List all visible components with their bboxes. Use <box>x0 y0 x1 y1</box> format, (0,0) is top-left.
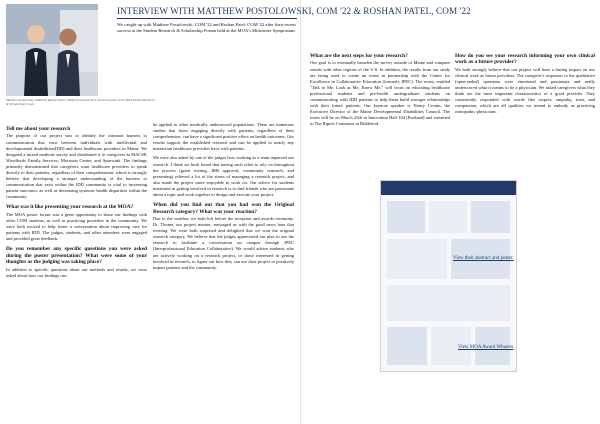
question-heading: Tell me about your research <box>6 126 71 132</box>
answer-paragraph: The purpose of our project was to identify the common barriers to communication that exist between individuals with intellectual and developmental disabilities(IDD) and their healthcare providers in Maine. We designed a mixed methods survey and distributed it to caregivers at MACSP, Woodfords Family Services, Morrison Center, and Spurwink. The findings primarily demonstrated that caregivers want healthcare providers to speak directly to their patients, regardless of their comprehension, which is strongly believe that developing a stronger understanding of the barriers to communication that exist within the IDD community is vital to increasing patient outcomes, as well as decreasing systemic health disparities within the community. <box>6 133 147 200</box>
answer-paragraph: Due to the weather, we both left before the reception and awards ceremony. Dr. Thome, our project mentor, messaged us with the good news later that evening. We were both surprised and delighted that we won the original research category. We believe that the judges appreciated our plan to use the research to facilitate a conversation on campus through IPEC (Interprofessional Education Collaborative). We would advise students who are actively working on a research project, or those interested in getting involved in research, to figure out how they can use their project to positively impact patients and the community. <box>153 215 294 270</box>
question-heading: What are the next steps for your research? <box>310 53 408 59</box>
abstract-poster-link-text[interactable]: View their abstract and poster. <box>453 256 514 261</box>
title-divider <box>117 18 297 19</box>
question-heading: Do you remember any specific questions you were asked during the poster presentation? What were some of your thoughts as the judging was taking place? <box>6 246 147 266</box>
answer-paragraph: In addition to specific questions about our methods and results, we were asked about how our findings can <box>6 266 147 278</box>
answer-paragraph: We both strongly believe that our project will have a lasting impact on our clinical work as future providers. The caregiver's responses to the qualitative (open-ended) questions were emotional and passionate and really underscored what it means to be a physician. We asked caregivers what they think are the most important characteristics of a good provider. They consistently responded with words like respect, empathy, trust, and compassion, which are all qualities we intend to embody as practicing osteopathic physicians. <box>455 66 595 115</box>
presenters-photo <box>6 4 98 96</box>
right-column-2 <box>455 49 595 119</box>
research-poster-thumbnail[interactable] <box>380 180 517 372</box>
intro-paragraph: We caught up with Matthew Postolowski, COM '22 and Roshan Patel, COM '22 after their recent success at the Student Research & Scholarship Forum held at the MOA's Midwinter Symposium. <box>117 22 296 33</box>
answer-paragraph: We were also asked by one of the judges how working as a team impacted our research. I think we both found that having each other to rely on throughout the process (grant writing, IRB approval, community outreach, and presenting) relieved a lot of the stress of managing a research project, and also made the project more enjoyable to work on. Our advice for students interested in getting involved in research is to find friends who are passionate about a topic and work together to design and execute your project. <box>153 155 294 198</box>
question-heading: How do you see your research informing your own clinical work as a future provider? <box>455 53 595 66</box>
moa-award-winners-link[interactable] <box>458 345 513 350</box>
moa-award-winners-link-text[interactable]: View MOA Award Winners <box>458 345 514 350</box>
right-column-1 <box>310 49 450 130</box>
question-heading: When did you find out that you had won the Original Research category? What was your reaction? <box>153 202 294 215</box>
question-heading: What was it like presenting your research at the MOA? <box>6 204 134 211</box>
answer-paragraph: The MOA poster forum was a great opportunity to share our findings with other COM students, as well as practicing providers in the community. We were both excited to help foster a conversation about improving care for patients with IDD. The judges, students, and other attendees were engaged and provided great feedback. <box>6 211 147 242</box>
left-column-2 <box>153 122 294 274</box>
abstract-poster-link[interactable] <box>453 256 514 261</box>
photo-caption: Matthew Postolowski, OMSII & Roshan Patel, OMSII presenting their research poster at the MOA Student Research & Scholarship Forum <box>6 98 155 107</box>
answer-paragraph: Our goal is to eventually broaden the survey outside of Maine and compare results with other regions of the U.S. In addition, the results from our study are being used to create an event in partnership with the Center for Excellence in Collaborative Education (formerly IPEC). The event, entitled "Talk to Me, Look at Me, Know Me," will focus on educating healthcare professional students and pre-health undergraduate students on communicating with IDD patients to help them build stronger relationships with their future patients. Our keynote speaker is Nancy Cronin, the Executive Director of the Maine Developmental Disabilities Council. The event will be on March 25th in Innovation Hall 104 (Portland) and streamed to The Ripich Commons in Biddeford. <box>310 60 450 127</box>
left-column-1 <box>6 122 147 282</box>
answer-paragraph: be applied to other medically underserved populations. There are numerous studies that show engaging directly with patients, regardless of their comprehension, can have a significant positive effect on health outcomes. Our results support the established research and can be applied to nearly any interaction healthcare providers have with patients. <box>153 122 294 152</box>
page-title: INTERVIEW WITH MATTHEW POSTOLOWSKI, COM '22 & ROSHAN PATEL, COM '22 <box>117 6 471 16</box>
